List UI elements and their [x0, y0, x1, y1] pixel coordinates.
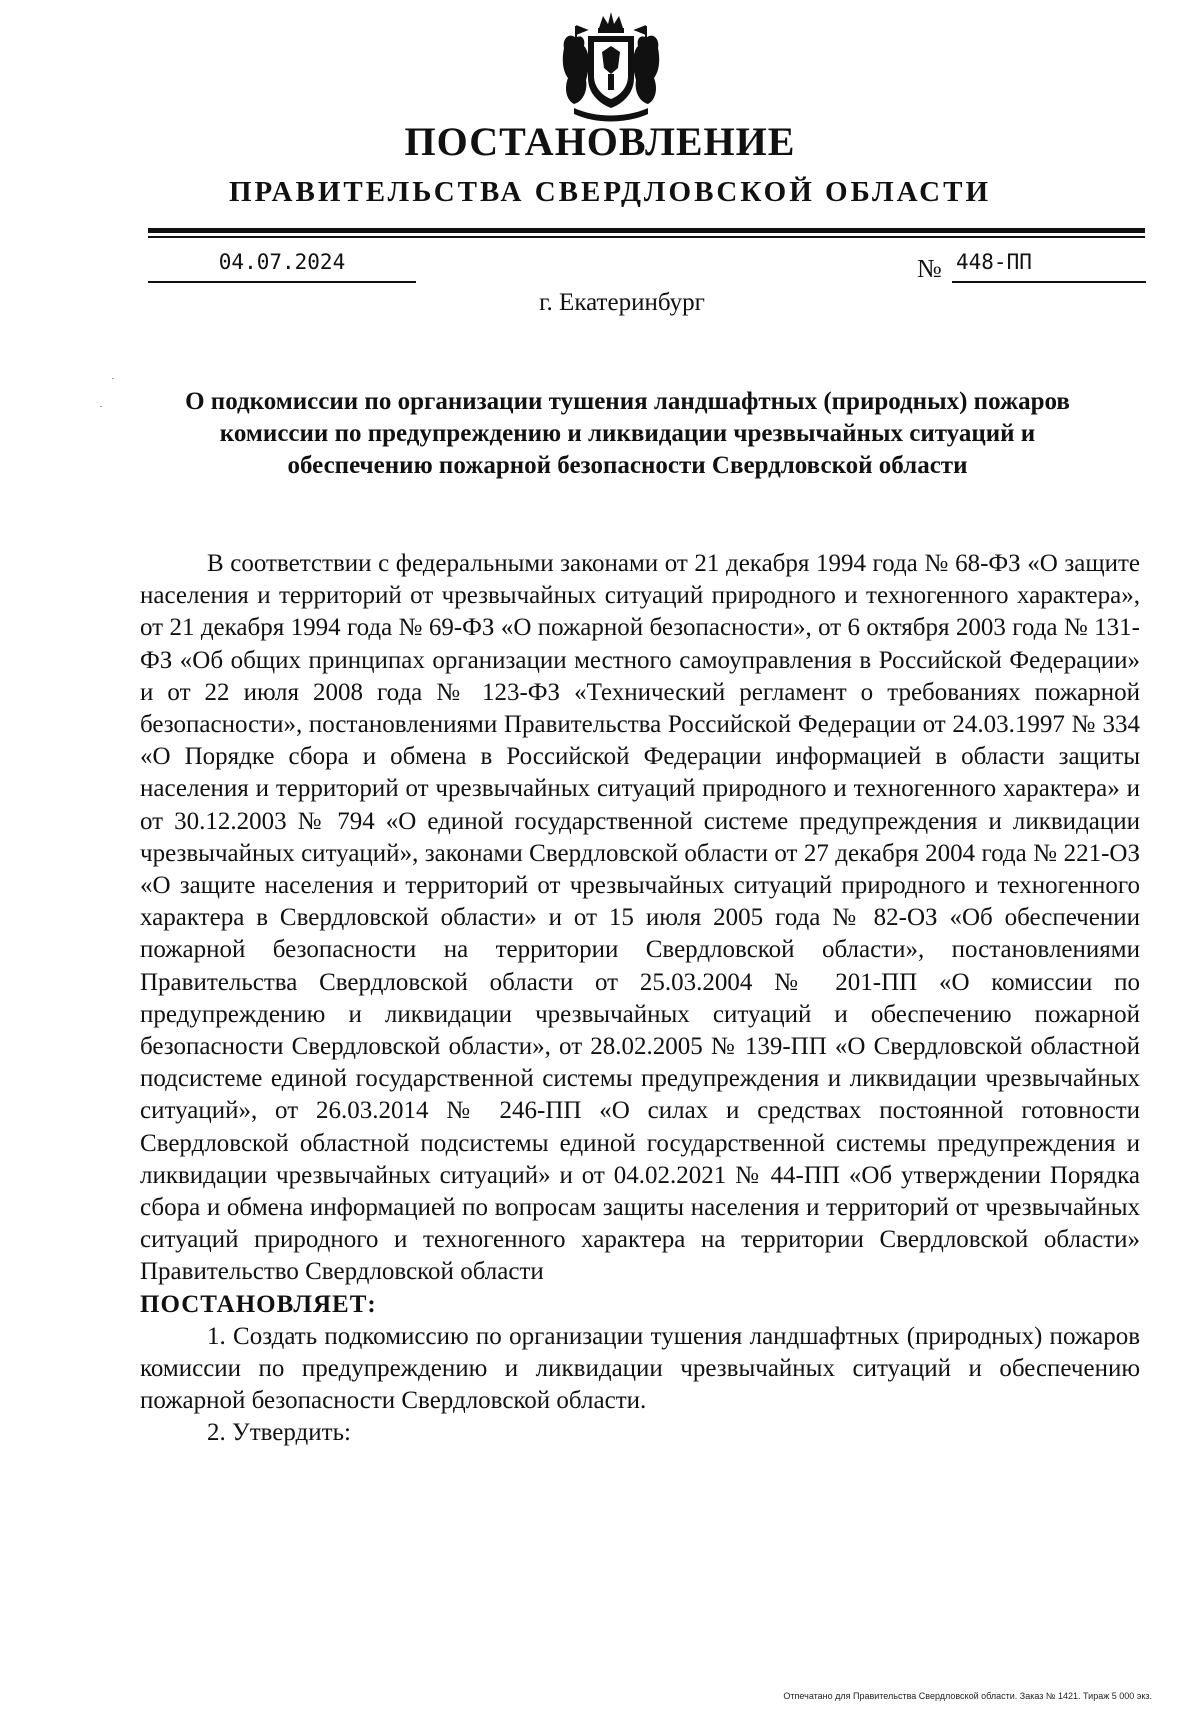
- document-number: 448-ПП: [956, 250, 1032, 274]
- city: г. Екатеринбург: [539, 289, 705, 316]
- scan-speck: [112, 378, 114, 379]
- scan-speck: [100, 406, 102, 407]
- document-date: 04.07.2024: [218, 250, 346, 274]
- issuer-heading: ПРАВИТЕЛЬСТВА СВЕРДЛОВСКОЙ ОБЛАСТИ: [228, 176, 992, 208]
- preamble-paragraph: В соответствии с федеральными законами от 21 декабря 1994 года № 68-ФЗ «О защите населения и территорий от чрезвычайных ситуаций природного и техногенного характера», от 21 декабря 1994 года № 69-ФЗ «О пожарной безопасности», от 6 октября 2003 года № 131-ФЗ «Об общих принципах организации местного самоуправления в Российской Федерации» и от 22 июля 2008 года № 123-ФЗ «Технический регламент о требованиях пожарной безопасности», постановлениями Правительства Российской Федерации от 24.03.1997 № 334 «О Порядке сбора и обмена в Российской Федерации информацией в области защиты населения и территорий от чрезвычайных ситуаций природного и техногенного характера» и от 30.12.2003 № 794 «О единой государственной системе предупреждения и ликвидации чрезвычайных ситуаций», законами Свердловской области от 27 декабря 2004 года № 221-ОЗ «О защите населения и территорий от чрезвычайных ситуаций природного и техногенного характера в Свердловской области» и от 15 июля 2005 года № 82-ОЗ «Об обеспечении пожарной безопасности на территории Свердловской области», постановлениями Правительства Свердловской области от 25.03.2004 № 201-ПП «О комиссии по предупреждению и ликвидации чрезвычайных ситуаций и обеспечению пожарной безопасности Свердловской области», от 28.02.2005 № 139-ПП «О Свердловской областной подсистеме единой государственной системы предупреждения и ликвидации чрезвычайных ситуаций», от 26.03.2014 № 246-ПП «О силах и средствах постоянной готовности Свердловской областной подсистемы единой государственной системы предупреждения и ликвидации чрезвычайных ситуаций» и от 04.02.2021 № 44-ПП «Об утверждении Порядка сбора и обмена информацией по вопросам защиты населения и территорий от чрезвычайных ситуаций природного и техногенного характера на территории Свердловской области» Правительство Свердловской области: [140, 550, 1140, 1286]
- number-sign: №: [917, 254, 942, 283]
- number-underline: [952, 281, 1146, 283]
- document-body: [140, 548, 1140, 1450]
- header-divider-thick: [148, 228, 1145, 233]
- document-title: О подкомиссии по организации тушения ландшафтных (природных) пожаров комиссии по предупреждению и ликвидации чрезвычайных ситуаций и обеспечению пожарной безопасности Свердловской области: [185, 388, 1070, 479]
- item-paragraph: 1. Создать подкомиссию по организации тушения ландшафтных (природных) пожаров комиссии по предупреждению и ликвидации чрезвычайных ситуаций и обеспечению пожарной безопасности Свердловской области.: [140, 1322, 1140, 1415]
- coat-of-arms-emblem: [556, 8, 666, 128]
- date-underline: [148, 281, 416, 283]
- print-imprint: Отпечатано для Правительства Свердловской области. Заказ № 1421. Тираж 5 000 экз.: [783, 1691, 1152, 1701]
- item-paragraph: 2. Утвердить:: [207, 1419, 351, 1447]
- decree-word: ПОСТАНОВЛЯЕТ:: [140, 1290, 377, 1318]
- header-divider-thin: [148, 236, 1145, 238]
- document-type-heading: ПОСТАНОВЛЕНИЕ: [404, 119, 796, 164]
